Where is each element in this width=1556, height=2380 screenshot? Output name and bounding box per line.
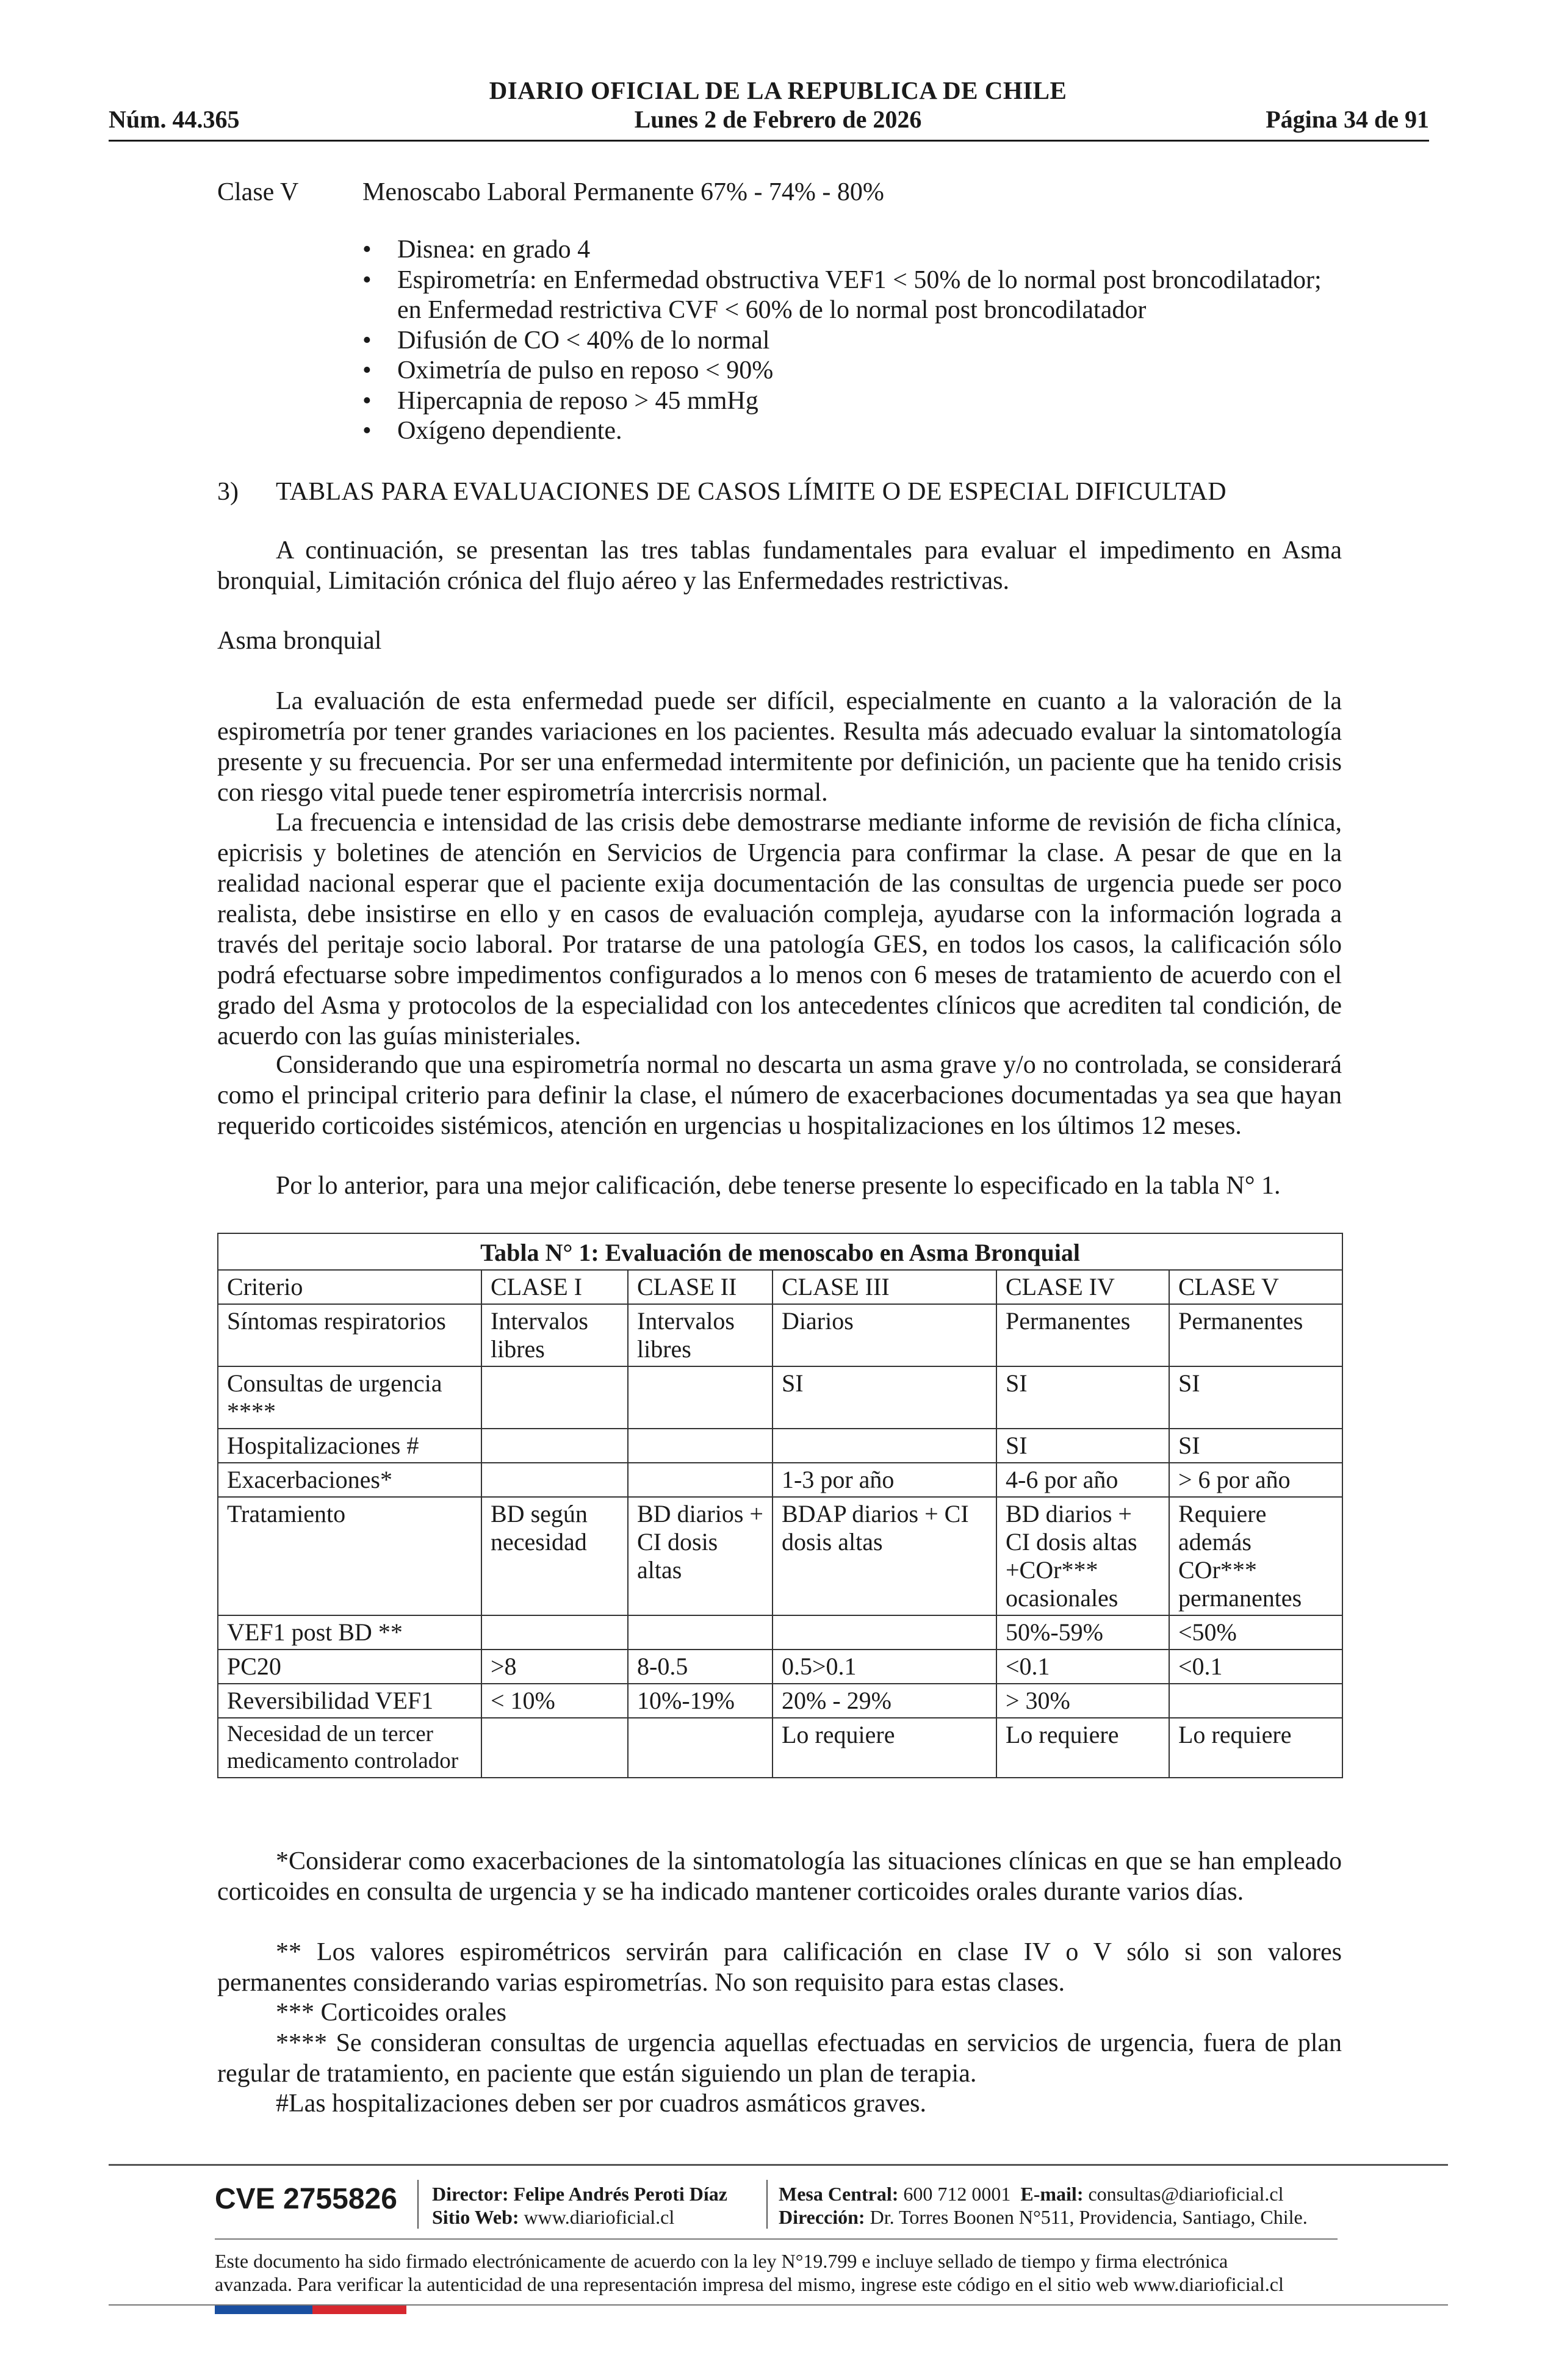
- bullet-text: Espirometría: en Enfermedad obstructiva VEF1 < 50% de lo normal post broncodilatador; en Enfermedad restrictiva CVF < 60% de lo normal post broncodilatador: [397, 265, 1322, 324]
- bullet-item: [362, 326, 1351, 356]
- table-cell: SI: [996, 1366, 1169, 1429]
- table-cell: [1169, 1684, 1342, 1718]
- table-cell: Lo requiere: [773, 1718, 996, 1778]
- bullet-text: Disnea: en grado 4: [397, 236, 591, 264]
- table-row: [218, 1718, 1342, 1778]
- clase-v-label: Clase V: [217, 178, 299, 206]
- table-cell: Necesidad de un tercer medicamento controlador: [218, 1718, 481, 1778]
- table-row: [218, 1463, 1342, 1497]
- table-cell: Intervalos libres: [628, 1304, 773, 1366]
- footer-separator: [417, 2180, 419, 2229]
- bullet-text: Hipercapnia de reposo > 45 mmHg: [397, 386, 758, 415]
- table-cell: SI: [996, 1429, 1169, 1463]
- bullet-dot: •: [362, 326, 372, 355]
- table-cell: BD diarios + CI dosis altas: [628, 1497, 773, 1615]
- bullet-dot: •: [362, 386, 372, 415]
- table-cell: [628, 1615, 773, 1650]
- flag-bar-blue: [215, 2306, 312, 2314]
- footer-divider-top: [109, 2164, 1448, 2166]
- footer-divider-mid: [215, 2238, 1338, 2240]
- table-cell: Diarios: [773, 1304, 996, 1366]
- asma-paragraph-4: Por lo anterior, para una mejor calificación, debe tenerse presente lo especificado en la tabla N° 1.: [276, 1172, 1281, 1200]
- table-cell: < 10%: [481, 1684, 628, 1718]
- table-cell: BDAP diarios + CI dosis altas: [773, 1497, 996, 1615]
- column-header: Criterio: [218, 1270, 481, 1304]
- bullet-item: [362, 356, 1351, 386]
- note-corticoides: *** Corticoides orales: [276, 1999, 506, 2027]
- section-intro-paragraph: A continuación, se presentan las tres tablas fundamentales para evaluar el impedimento en Asma bronquial, Limitación crónica del flujo aéreo y las Enfermedades restrictivas.: [217, 536, 1342, 595]
- table-cell: 10%-19%: [628, 1684, 773, 1718]
- note-hospitalizaciones: #Las hospitalizaciones deben ser por cuadros asmáticos graves.: [276, 2090, 926, 2118]
- table-cell: [481, 1718, 628, 1778]
- bullet-dot: •: [362, 356, 372, 384]
- section-number: 3): [217, 478, 239, 506]
- issue-number: Núm. 44.365: [109, 106, 240, 133]
- table-cell: >8: [481, 1650, 628, 1684]
- issue-date: Lunes 2 de Febrero de 2026: [634, 106, 922, 133]
- table-cell: Lo requiere: [1169, 1718, 1342, 1778]
- bullet-dot: •: [362, 417, 372, 445]
- legal-notice: [215, 2249, 1374, 2296]
- table-cell: VEF1 post BD **: [218, 1615, 481, 1650]
- table-cell: [628, 1429, 773, 1463]
- address-text: Dr. Torres Boonen N°511, Providencia, Santiago, Chile.: [870, 2206, 1308, 2228]
- table-cell: 50%-59%: [996, 1615, 1169, 1650]
- table-cell: > 30%: [996, 1684, 1169, 1718]
- table-cell: [628, 1718, 773, 1778]
- table-cell: Permanentes: [1169, 1304, 1342, 1366]
- newspaper-title: DIARIO OFICIAL DE LA REPUBLICA DE CHILE: [489, 76, 1067, 104]
- table-cell: 1-3 por año: [773, 1463, 996, 1497]
- table-cell: [773, 1615, 996, 1650]
- bullet-item: [362, 235, 1351, 265]
- column-header: CLASE II: [628, 1270, 773, 1304]
- note-exacerbaciones: *Considerar como exacerbaciones de la sintomatología las situaciones clínicas en que se han empleado corticoides en consulta de urgencia y se ha indicado mantener corticoides orales durante varios días.: [217, 1847, 1342, 1906]
- address-label: Dirección:: [779, 2206, 865, 2228]
- table-cell: [628, 1366, 773, 1429]
- table-cell: 8-0.5: [628, 1650, 773, 1684]
- footer-separator: [766, 2180, 768, 2229]
- table-cell: Exacerbaciones*: [218, 1463, 481, 1497]
- director-label: Director:: [432, 2183, 509, 2205]
- mesa-phone: 600 712 0001: [903, 2183, 1011, 2205]
- email-label: E-mail:: [1020, 2183, 1084, 2205]
- table-cell: 20% - 29%: [773, 1684, 996, 1718]
- bullet-dot: •: [362, 265, 372, 294]
- table-cell: [481, 1366, 628, 1429]
- table-cell: [481, 1463, 628, 1497]
- bullet-text: Difusión de CO < 40% de lo normal: [397, 326, 770, 355]
- table-cell: PC20: [218, 1650, 481, 1684]
- table-cell: SI: [1169, 1429, 1342, 1463]
- email-link[interactable]: consultas@diarioficial.cl: [1088, 2183, 1284, 2205]
- note-consultas-urgencia: **** Se consideran consultas de urgencia aquellas efectuadas en servicios de urgencia, fuera de plan regular de tratamiento, en paciente que están siguiendo un plan de terapia.: [217, 2029, 1342, 2088]
- note-espirometria: ** Los valores espirométricos servirán para calificación en clase IV o V sólo si son valores permanentes considerando varias espirometrías. No son requisito para estas clases.: [217, 1938, 1342, 1997]
- bullet-item: [362, 265, 1351, 326]
- clase-v-bullet-list: [362, 235, 1351, 447]
- section-title: TABLAS PARA EVALUACIONES DE CASOS LÍMITE O DE ESPECIAL DIFICULTAD: [276, 478, 1226, 506]
- table-cell: BD según necesidad: [481, 1497, 628, 1615]
- table-cell: Lo requiere: [996, 1718, 1169, 1778]
- bullet-dot: •: [362, 236, 372, 264]
- table-row: [218, 1304, 1342, 1366]
- flag-bar-red: [312, 2306, 406, 2314]
- table-row: [218, 1650, 1342, 1684]
- bullet-text: Oximetría de pulso en reposo < 90%: [397, 356, 774, 384]
- column-header: CLASE I: [481, 1270, 628, 1304]
- table-cell: Tratamiento: [218, 1497, 481, 1615]
- table-cell: Hospitalizaciones #: [218, 1429, 481, 1463]
- column-header: CLASE III: [773, 1270, 996, 1304]
- table-cell: [628, 1463, 773, 1497]
- table-row: [218, 1366, 1342, 1429]
- table-cell: BD diarios + CI dosis altas +COr*** ocasionales: [996, 1497, 1169, 1615]
- table-cell: SI: [1169, 1366, 1342, 1429]
- table-cell: [773, 1429, 996, 1463]
- header-divider: [109, 140, 1429, 142]
- cve-code: CVE 2755826: [215, 2183, 397, 2215]
- table-row: [218, 1615, 1342, 1650]
- director-name: Felipe Andrés Peroti Díaz: [513, 2183, 727, 2205]
- table-cell: Intervalos libres: [481, 1304, 628, 1366]
- table-caption: Tabla N° 1: Evaluación de menoscabo en Asma Bronquial: [218, 1233, 1342, 1270]
- footer-contact-block: [779, 2182, 1308, 2229]
- page-number: Página 34 de 91: [1266, 106, 1429, 133]
- table-cell: Consultas de urgencia ****: [218, 1366, 481, 1429]
- table-cell: 0.5>0.1: [773, 1650, 996, 1684]
- table-cell: [481, 1615, 628, 1650]
- table-caption-row: [218, 1233, 1342, 1270]
- mesa-label: Mesa Central:: [779, 2183, 899, 2205]
- asma-paragraph-2: La frecuencia e intensidad de las crisis debe demostrarse mediante informe de revisión de ficha clínica, epicrisis y boletines de atención en Servicios de Urgencia para confirmar la clase. A pesar de que en la realidad nacional esperar que el paciente exija documentación de las consultas de urgencia puede ser poco realista, debe insistirse en ello y en casos de evaluación compleja, ayudarse con la información lograda a través del peritaje socio laboral. Por tratarse de una patología GES, en todos los casos, la calificación sólo podrá efectuarse sobre impedimentos configurados a lo menos con 6 meses de tratamiento de acuerdo con el grado del Asma y protocolos de la especialidad con los antecedentes clínicos que acrediten tal condición, de acuerdo con las guías ministeriales.: [217, 809, 1342, 1050]
- legal-line-2: avanzada. Para verificar la autenticidad de una representación impresa del mismo, ingrese este código en el sitio web www.diarioficial.cl: [215, 2273, 1284, 2295]
- bullet-item: [362, 416, 1351, 447]
- column-header: CLASE V: [1169, 1270, 1342, 1304]
- column-header: CLASE IV: [996, 1270, 1169, 1304]
- table-header-row: [218, 1270, 1342, 1304]
- table-row: [218, 1684, 1342, 1718]
- clase-v-title: Menoscabo Laboral Permanente 67% - 74% - 80%: [362, 178, 884, 206]
- table-cell: 4-6 por año: [996, 1463, 1169, 1497]
- table-cell: Síntomas respiratorios: [218, 1304, 481, 1366]
- asma-paragraph-1: La evaluación de esta enfermedad puede ser difícil, especialmente en cuanto a la valoración de la espirometría por tener grandes variaciones en los pacientes. Resulta más adecuado evaluar la sintomatología presente y su frecuencia. Por ser una enfermedad intermitente por definición, un paciente que ha tenido crisis con riesgo vital puede tener espirometría intercrisis normal.: [217, 687, 1342, 807]
- asma-heading: Asma bronquial: [217, 627, 382, 655]
- table-cell: Permanentes: [996, 1304, 1169, 1366]
- table-cell: Requiere además COr*** permanentes: [1169, 1497, 1342, 1615]
- table-cell: > 6 por año: [1169, 1463, 1342, 1497]
- table-cell: SI: [773, 1366, 996, 1429]
- asthma-impairment-table: [217, 1233, 1343, 1778]
- table-cell: <0.1: [1169, 1650, 1342, 1684]
- table-row: [218, 1429, 1342, 1463]
- website-label: Sitio Web:: [432, 2206, 519, 2228]
- table-cell: <0.1: [996, 1650, 1169, 1684]
- legal-line-1: Este documento ha sido firmado electrónicamente de acuerdo con la ley N°19.799 e incluye sellado de tiempo y firma electrónica: [215, 2250, 1228, 2272]
- table-cell: [481, 1429, 628, 1463]
- bullet-text: Oxígeno dependiente.: [397, 417, 622, 445]
- table-row: [218, 1497, 1342, 1615]
- website-link[interactable]: www.diarioficial.cl: [524, 2206, 675, 2228]
- bullet-item: [362, 386, 1351, 417]
- asma-paragraph-3: Considerando que una espirometría normal no descarta un asma grave y/o no controlada, se considerará como el principal criterio para definir la clase, el número de exacerbaciones documentadas ya sea que hayan requerido corticoides sistémicos, atención en urgencias u hospitalizaciones en los últimos 12 meses.: [217, 1051, 1342, 1140]
- table-cell: <50%: [1169, 1615, 1342, 1650]
- table-cell: Reversibilidad VEF1: [218, 1684, 481, 1718]
- footer-director-block: [432, 2182, 727, 2229]
